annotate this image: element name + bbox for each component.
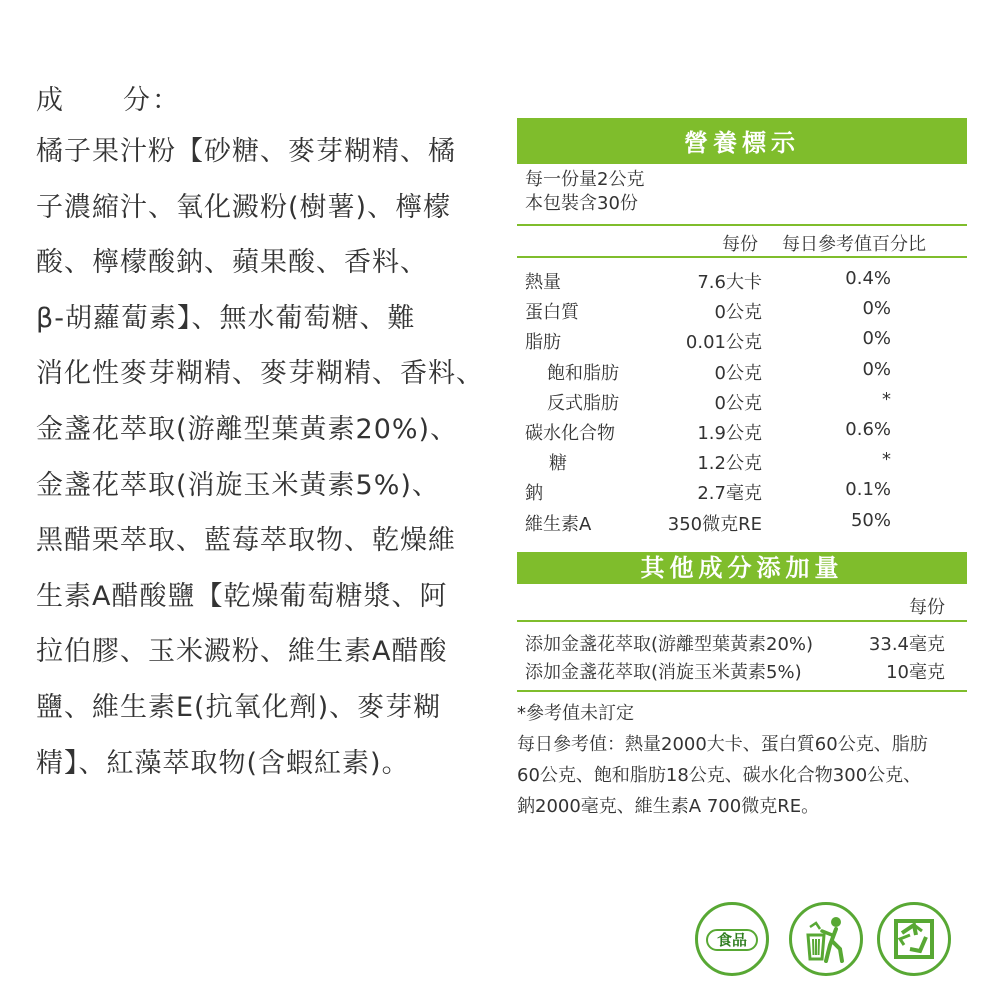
nutrient-name: 蛋白質 [525,302,579,324]
nutrient-name: 維生素A [525,513,592,535]
ingredient-line: 子濃縮汁、氧化澱粉(樹薯)、檸檬 [36,191,452,223]
nutrient-name: 糖 [549,453,567,475]
packaging-icons [695,902,965,982]
note-daily-reference: 60公克、飽和脂肪18公克、碳水化合物300公克、 [517,764,922,786]
serving-size: 每一份量2公克 [525,169,645,190]
nutrition-row-carbohydrate [517,417,967,447]
ingredient-line: 橘子果汁粉【砂糖、麥芽糊精、橘 [36,136,456,167]
col-per-serving: 每份 [909,596,945,618]
note-daily-reference: 每日參考值：熱量2000大卡、蛋白質60公克、脂肪 [517,733,928,755]
nutrient-daily-value: 0% [862,358,891,380]
ingredients-heading-right: 分： [123,85,181,116]
nutrient-per-serving: 1.9公克 [697,422,762,444]
nutrition-rows [517,258,967,538]
nutrient-daily-value: 0% [862,298,891,320]
other-ingredients-rows [517,622,967,690]
nutrient-name: 碳水化合物 [525,422,615,444]
nutrition-row-sugar [517,447,967,477]
nutrient-per-serving: 7.6大卡 [697,272,762,293]
nutrition-row-sodium [517,477,967,507]
ingredient-line: 生素A醋酸鹽【乾燥葡萄糖漿、阿 [36,580,448,612]
nutrient-name: 鈉 [525,483,543,505]
nutrient-name: 飽和脂肪 [547,362,619,384]
food-mark-icon [695,902,769,976]
other-ingredients-column-header [517,584,967,620]
nutrient-per-serving: 0.01公克 [685,332,762,354]
ingredient-line: 精】、紅藻萃取物(含蝦紅素)。 [36,747,410,779]
note-daily-reference: 鈉2000毫克、維生素A 700微克RE。 [517,795,820,817]
nutrient-daily-value: 0.6% [845,418,891,440]
other-ingredient-name: 添加金盞花萃取(游離型葉黃素20%) [525,633,814,655]
nutrient-per-serving: 1.2公克 [697,453,762,475]
col-per-serving: 每份 [722,234,758,255]
ingredient-line: 金盞花萃取(消旋玉米黃素5%)、 [36,469,440,501]
note-not-established: *參考值未訂定 [517,702,634,724]
nutrition-row-trans-fat [517,387,967,417]
nutrient-daily-value: 0% [862,328,891,350]
other-ingredient-row [517,628,967,656]
other-ingredient-value: 10毫克 [886,661,945,683]
nutrition-row-vitamin-a [517,508,967,538]
nutrient-name: 脂肪 [525,332,561,354]
nutrition-row-protein [517,296,967,326]
ingredient-line: β-胡蘿蔔素】、無水葡萄糖、難 [36,302,416,334]
nutrient-per-serving: 0公克 [714,392,762,414]
serving-info [517,164,967,216]
servings-per-pack: 本包裝含30份 [525,193,638,214]
other-ingredient-name: 添加金盞花萃取(消旋玉米黃素5%) [525,661,802,683]
nutrient-daily-value: 0.1% [845,479,891,501]
nutrition-row-calories [517,266,967,296]
nutrient-name: 反式脂肪 [547,392,619,414]
ingredient-line: 鹽、維生素E(抗氧化劑)、麥芽糊 [36,691,442,723]
ingredient-line: 黑醋栗萃取、藍莓萃取物、乾燥維 [36,525,456,557]
nutrition-row-fat [517,326,967,356]
ingredient-line: 酸、檸檬酸鈉、蘋果酸、香料、 [36,247,428,279]
nutrition-row-saturated-fat [517,357,967,387]
ingredient-line: 拉伯膠、玉米澱粉、維生素A醋酸 [36,636,448,668]
other-ingredient-value: 33.4毫克 [868,633,945,655]
other-ingredients-title: 其他成分添加量 [517,552,967,584]
nutrition-panel [517,118,967,822]
ingredients-heading [36,78,181,117]
nutrient-daily-value: 50% [850,509,891,531]
nutrient-per-serving: 2.7毫克 [697,483,762,505]
nutrient-per-serving: 350微克RE [667,513,762,535]
nutrition-notes [517,692,967,822]
col-daily-value: 每日參考值百分比 [782,234,926,255]
ingredients-list [36,130,506,797]
other-ingredient-row [517,656,967,684]
nutrition-title: 營養標示 [517,118,967,164]
nutrient-per-serving: 0公克 [714,362,762,384]
nutrition-column-headers [517,226,967,256]
ingredients-heading-left: 成 [36,85,65,116]
nutrient-daily-value: * [882,449,891,471]
nutrient-daily-value: * [882,388,891,410]
nutrient-per-serving: 0公克 [714,302,762,324]
dispose-trash-icon [789,902,863,976]
ingredient-line: 消化性麥芽糊精、麥芽糊精、香料、 [36,358,484,390]
nutrient-daily-value: 0.4% [845,268,891,289]
food-label: 食品 [706,929,758,951]
ingredient-line: 金盞花萃取(游離型葉黃素20%)、 [36,413,459,445]
recycle-icon [877,902,951,976]
nutrient-name: 熱量 [525,272,561,293]
